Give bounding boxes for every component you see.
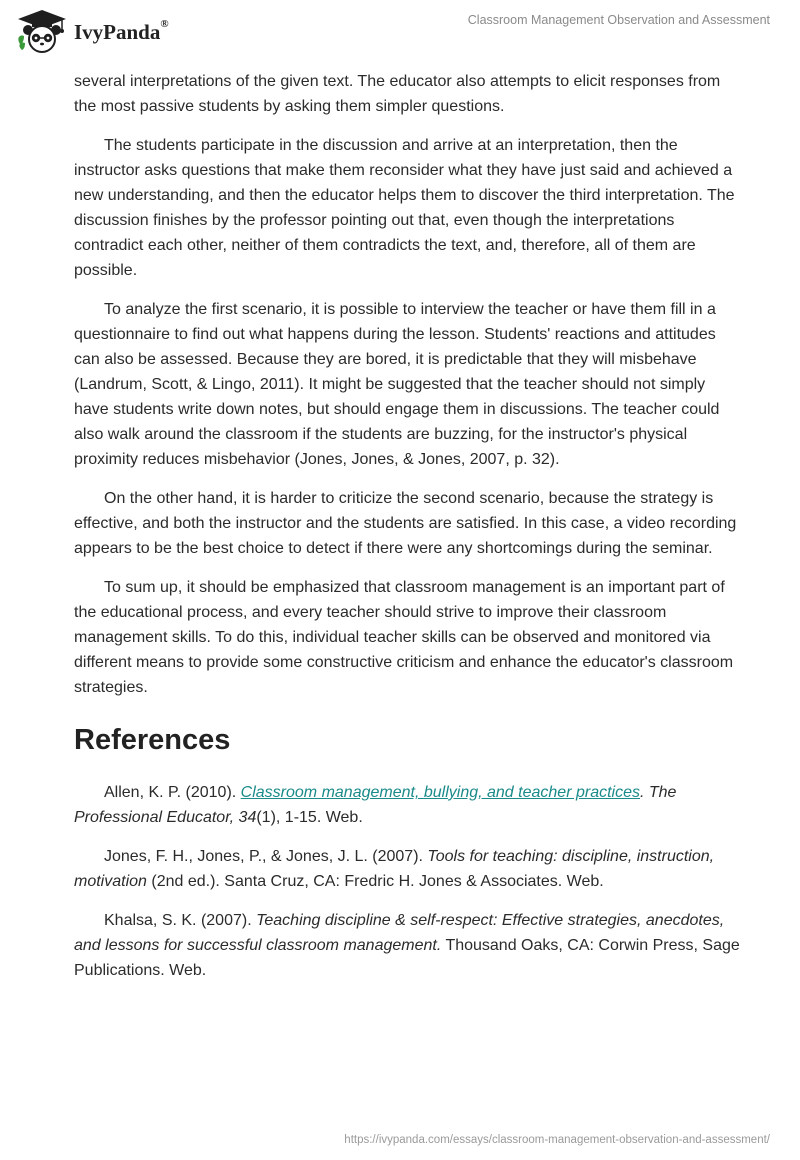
paragraph-first-scenario: To analyze the first scenario, it is possible to interview the teacher or have them fill in a questionnaire to find out what happens during the lesson. Students' reactions and attitudes can also be assessed. Because they are bored, it is predictable that they will misbehave (Landrum, Scott, & Lingo, 2011). It might be suggested that the teacher should not simply have students write down notes, but should engage them in discussions. The teacher could also walk around the classroom if the students are buzzing, for the instructor's physical proximity reduces misbehavior (Jones, Jones, & Jones, 2007, p. 32). [74, 301, 720, 468]
paragraph-discussion: The students participate in the discussion and arrive at an interpretation, then the instructor asks questions that make them reconsider what they have just said and achieved a new understanding, and then the educator helps them to discover the third interpretation. The discussion finishes by the professor pointing out that, even though the interpretations contradict each other, neither of them contradicts the text, and, therefore, all of them are possible. [74, 137, 735, 279]
brand-logo[interactable] [14, 8, 169, 54]
reference-link[interactable]: Classroom management, bullying, and teacher practices [240, 784, 640, 801]
reference-khalsa: Khalsa, S. K. (2007). Teaching discipline & self-respect: Effective strategies, anecdotes, and lessons for successful classroom management. Thousand Oaks, CA: Corwin Press, Sage Publications. Web. [74, 912, 740, 979]
document-title: Classroom Management Observation and Assessment [467, 13, 770, 27]
reference-allen: Allen, K. P. (2010). Classroom management, bullying, and teacher practices. The Professional Educator, 34(1), 1-15. Web. [74, 784, 677, 826]
source-url[interactable]: https://ivypanda.com/essays/classroom-management-observation-and-assessment/ [344, 1134, 770, 1146]
references-heading: References [74, 724, 231, 756]
essay-content [74, 69, 744, 997]
reference-jones: Jones, F. H., Jones, P., & Jones, J. L. (2007). Tools for teaching: discipline, instruction, motivation (2nd ed.). Santa Cruz, CA: Fredric H. Jones & Associates. Web. [74, 848, 715, 890]
paragraph-conclusion: To sum up, it should be emphasized that classroom management is an important part of the educational process, and every teacher should strive to improve their classroom management skills. To do this, individual teacher skills can be observed and monitored via different means to provide some constructive criticism and enhance the educator's classroom strategies. [74, 579, 734, 696]
panda-graduate-icon [14, 8, 70, 54]
page-header [0, 0, 800, 70]
paragraph-continued: several interpretations of the given text. The educator also attempts to elicit responses from the most passive students by asking them simpler questions. [74, 73, 721, 115]
paragraph-second-scenario: On the other hand, it is harder to criticize the second scenario, because the strategy is effective, and both the instructor and the students are satisfied. In this case, a video recording appears to be the best choice to detect if there were any shortcomings during the seminar. [74, 490, 737, 557]
brand-name: IvyPanda® [74, 17, 169, 44]
